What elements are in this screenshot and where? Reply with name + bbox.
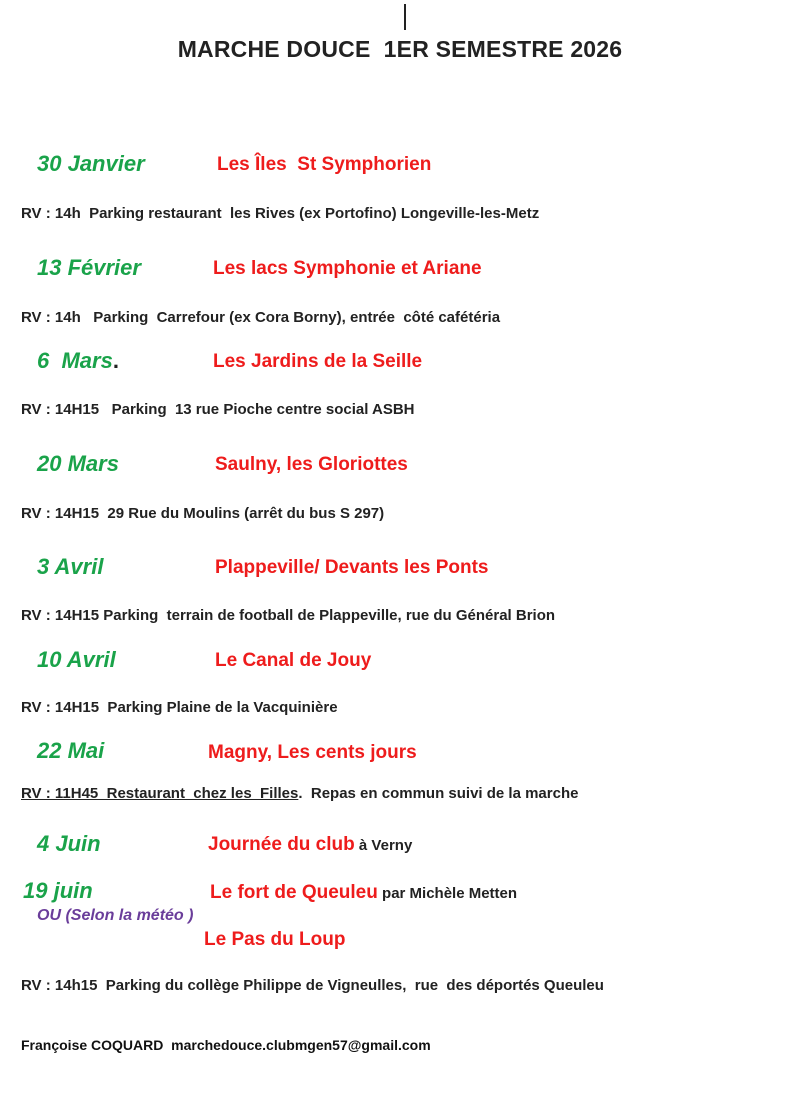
event-place: Les Îles St Symphorien xyxy=(217,154,432,175)
event-date: 20 Mars xyxy=(37,451,119,476)
event-place: Les Jardins de la Seille xyxy=(213,351,423,372)
text-cursor xyxy=(404,4,406,30)
event-rendezvous: RV : 14H15 Parking terrain de football de Plappeville, rue du Général Brion xyxy=(21,607,556,624)
event-rendezvous: RV : 14H15 Parking 13 rue Pioche centre social ASBH xyxy=(21,401,415,418)
event-date: 22 Mai xyxy=(37,738,105,763)
event-place-text: Journée du club xyxy=(208,834,355,855)
event-date: 10 Avril xyxy=(37,647,116,672)
alternative-label: OU (Selon la météo ) xyxy=(37,907,194,924)
event-place-text: Le fort de Queuleu xyxy=(210,882,378,903)
event-place xyxy=(210,882,517,904)
event-date xyxy=(37,348,119,374)
contact-footer: Françoise COQUARD marchedouce.clubmgen57@gmail.com xyxy=(21,1037,431,1053)
event-date-suffix: . xyxy=(112,348,119,373)
page-title: MARCHE DOUCE 1ER SEMESTRE 2026 xyxy=(177,36,623,62)
event-place: Magny, Les cents jours xyxy=(208,742,417,763)
event-date-text: 6 Mars xyxy=(37,348,113,373)
event-date: 3 Avril xyxy=(37,554,104,579)
event-rendezvous: RV : 14H15 Parking Plaine de la Vacquinière xyxy=(21,699,338,716)
event-rendezvous: RV : 14H15 29 Rue du Moulins (arrêt du bus S 297) xyxy=(21,505,385,522)
event-rendezvous: RV : 14h Parking Carrefour (ex Cora Borny), entrée côté cafétéria xyxy=(21,309,501,326)
rendezvous-underlined: RV : 11H45 Restaurant chez les Filles xyxy=(21,785,299,802)
event-rendezvous: RV : 14h Parking restaurant les Rives (ex Portofino) Longeville-les-Metz xyxy=(21,205,540,222)
event-place: Saulny, les Gloriottes xyxy=(215,454,408,475)
event-date: 4 Juin xyxy=(37,831,101,856)
event-place: Les lacs Symphonie et Ariane xyxy=(213,258,482,279)
rendezvous-rest: . Repas en commun suivi de la marche xyxy=(298,785,579,802)
event-place: Le Canal de Jouy xyxy=(215,650,372,671)
alternative-place: Le Pas du Loup xyxy=(204,929,346,950)
event-date: 13 Février xyxy=(37,255,141,280)
event-place-note: par Michèle Metten xyxy=(377,885,518,902)
event-place-note: à Verny xyxy=(354,837,413,854)
event-place: Plappeville/ Devants les Ponts xyxy=(215,557,489,578)
event-date: 19 juin xyxy=(23,878,93,903)
event-date: 30 Janvier xyxy=(37,151,145,176)
event-rendezvous xyxy=(21,785,578,802)
event-place xyxy=(208,834,412,856)
event-rendezvous: RV : 14h15 Parking du collège Philippe de Vigneulles, rue des déportés Queuleu xyxy=(21,977,604,994)
